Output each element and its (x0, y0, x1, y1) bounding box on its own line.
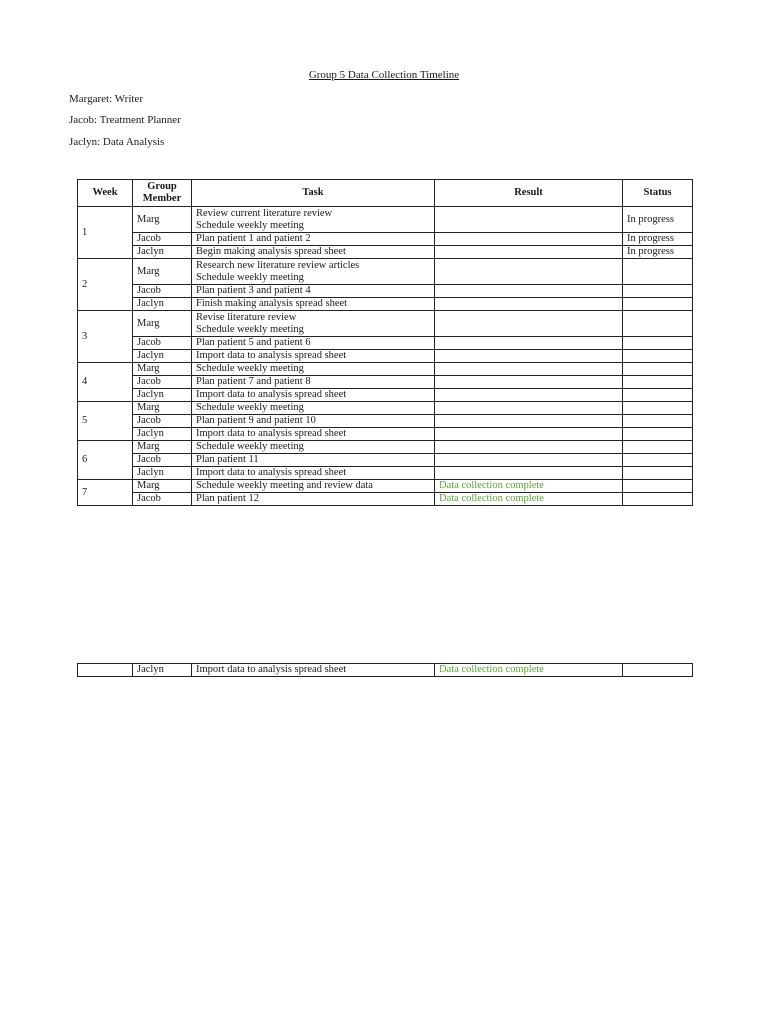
status-cell (623, 402, 693, 415)
header-member-line1: Group (147, 181, 177, 192)
task-cell (192, 402, 435, 415)
result-cell (435, 467, 623, 480)
status-cell (623, 311, 693, 337)
role-jaclyn: Jaclyn: Data Analysis (69, 136, 165, 148)
header-result: Result (435, 180, 623, 207)
task-line: Import data to analysis spread sheet (196, 428, 347, 439)
member-cell: Jaclyn (133, 664, 192, 677)
table-row (78, 428, 693, 441)
table-row (78, 311, 693, 337)
task-cell (192, 454, 435, 467)
member-cell: Jacob (133, 285, 192, 298)
result-cell (435, 363, 623, 376)
result-cell (435, 389, 623, 402)
result-cell (435, 207, 623, 233)
timeline-continuation-table (77, 663, 693, 677)
header-status: Status (623, 180, 693, 207)
result-cell (435, 246, 623, 259)
member-cell: Jacob (133, 493, 192, 506)
status-cell: In progress (623, 233, 693, 246)
result-cell (435, 285, 623, 298)
task-line: Review current literature review (196, 207, 333, 219)
member-cell: Marg (133, 402, 192, 415)
task-cell (192, 337, 435, 350)
task-cell (192, 415, 435, 428)
task-cell (192, 376, 435, 389)
result-cell: Data collection complete (435, 664, 623, 677)
result-cell (435, 350, 623, 363)
header-week: Week (78, 180, 133, 207)
task-line: Schedule weekly meeting and review data (196, 480, 373, 491)
status-cell (623, 363, 693, 376)
timeline-table (77, 179, 693, 506)
document-title: Group 5 Data Collection Timeline (308, 69, 460, 81)
task-line: Plan patient 1 and patient 2 (196, 233, 311, 244)
member-cell: Jacob (133, 337, 192, 350)
table-row (78, 415, 693, 428)
task-line: Import data to analysis spread sheet (196, 389, 347, 400)
status-cell: In progress (623, 246, 693, 259)
task-cell (192, 285, 435, 298)
result-cell (435, 233, 623, 246)
table-row (78, 441, 693, 454)
status-cell (623, 664, 693, 677)
member-cell: Marg (133, 207, 192, 233)
week-cell: 6 (78, 441, 133, 480)
table-row (78, 389, 693, 402)
header-task: Task (192, 180, 435, 207)
result-cell (435, 298, 623, 311)
header-group-member (133, 180, 192, 207)
result-cell: Data collection complete (435, 480, 623, 493)
task-line: Plan patient 9 and patient 10 (196, 415, 316, 426)
task-cell (192, 363, 435, 376)
result-cell: Data collection complete (435, 493, 623, 506)
table-row (78, 480, 693, 493)
member-cell: Marg (133, 311, 192, 337)
task-cell (192, 493, 435, 506)
week-cell: 5 (78, 402, 133, 441)
task-line: Plan patient 7 and patient 8 (196, 376, 311, 387)
task-cell (192, 441, 435, 454)
task-line: Schedule weekly meeting (196, 271, 304, 283)
task-line: Schedule weekly meeting (196, 363, 304, 374)
task-line: Research new literature review articles (196, 259, 360, 271)
week-cell (78, 664, 133, 677)
status-cell (623, 493, 693, 506)
task-line: Import data to analysis spread sheet (196, 350, 347, 361)
result-cell (435, 428, 623, 441)
table-row (78, 285, 693, 298)
status-cell (623, 350, 693, 363)
member-cell: Jaclyn (133, 389, 192, 402)
table-row (78, 363, 693, 376)
member-cell: Jaclyn (133, 350, 192, 363)
result-cell (435, 415, 623, 428)
role-margaret: Margaret: Writer (69, 93, 143, 105)
header-member-line2: Member (142, 193, 182, 204)
status-cell (623, 415, 693, 428)
status-cell (623, 389, 693, 402)
task-line: Begin making analysis spread sheet (196, 246, 346, 257)
member-cell: Marg (133, 259, 192, 285)
role-jacob: Jacob: Treatment Planner (69, 114, 181, 126)
result-cell (435, 441, 623, 454)
status-cell (623, 428, 693, 441)
task-cell (192, 664, 435, 677)
status-cell: In progress (623, 207, 693, 233)
result-cell (435, 454, 623, 467)
task-line: Schedule weekly meeting (196, 323, 304, 335)
week-cell: 4 (78, 363, 133, 402)
member-cell: Marg (133, 363, 192, 376)
table-row (78, 664, 693, 677)
member-cell: Jaclyn (133, 246, 192, 259)
result-cell (435, 259, 623, 285)
member-cell: Marg (133, 441, 192, 454)
status-cell (623, 285, 693, 298)
member-cell: Jaclyn (133, 298, 192, 311)
status-cell (623, 441, 693, 454)
result-cell (435, 337, 623, 350)
task-line: Plan patient 12 (196, 493, 259, 504)
table-row (78, 246, 693, 259)
table-row (78, 376, 693, 389)
task-line: Plan patient 5 and patient 6 (196, 337, 311, 348)
status-cell (623, 298, 693, 311)
status-cell (623, 480, 693, 493)
timeline-body (78, 207, 693, 506)
task-line: Schedule weekly meeting (196, 441, 304, 452)
member-cell: Jacob (133, 454, 192, 467)
task-cell (192, 246, 435, 259)
member-cell: Jacob (133, 415, 192, 428)
status-cell (623, 467, 693, 480)
table-row (78, 493, 693, 506)
table-row (78, 298, 693, 311)
status-cell (623, 337, 693, 350)
week-cell: 2 (78, 259, 133, 311)
week-cell: 3 (78, 311, 133, 363)
task-cell (192, 428, 435, 441)
table-row (78, 337, 693, 350)
task-line: Import data to analysis spread sheet (196, 467, 347, 478)
task-cell (192, 207, 435, 233)
task-cell (192, 259, 435, 285)
task-cell (192, 350, 435, 363)
table-row (78, 259, 693, 285)
week-cell: 1 (78, 207, 133, 259)
table-row (78, 454, 693, 467)
table-row (78, 402, 693, 415)
task-line: Plan patient 11 (196, 454, 259, 465)
status-cell (623, 454, 693, 467)
member-cell: Marg (133, 480, 192, 493)
table-header-row (78, 180, 693, 207)
task-cell (192, 389, 435, 402)
task-line: Import data to analysis spread sheet (196, 664, 347, 675)
task-cell (192, 480, 435, 493)
status-cell (623, 259, 693, 285)
result-cell (435, 311, 623, 337)
table-row (78, 207, 693, 233)
member-cell: Jacob (133, 376, 192, 389)
status-cell (623, 376, 693, 389)
task-line: Schedule weekly meeting (196, 402, 304, 413)
task-line: Finish making analysis spread sheet (196, 298, 348, 309)
task-cell (192, 233, 435, 246)
task-cell (192, 467, 435, 480)
result-cell (435, 402, 623, 415)
continuation-body (78, 664, 693, 677)
table-row (78, 350, 693, 363)
task-cell (192, 311, 435, 337)
result-cell (435, 376, 623, 389)
member-cell: Jaclyn (133, 467, 192, 480)
task-cell (192, 298, 435, 311)
task-line: Schedule weekly meeting (196, 219, 304, 231)
member-cell: Jaclyn (133, 428, 192, 441)
task-line: Revise literature review (196, 311, 297, 323)
week-cell: 7 (78, 480, 133, 506)
task-line: Plan patient 3 and patient 4 (196, 285, 311, 296)
table-row (78, 467, 693, 480)
member-cell: Jacob (133, 233, 192, 246)
table-row (78, 233, 693, 246)
